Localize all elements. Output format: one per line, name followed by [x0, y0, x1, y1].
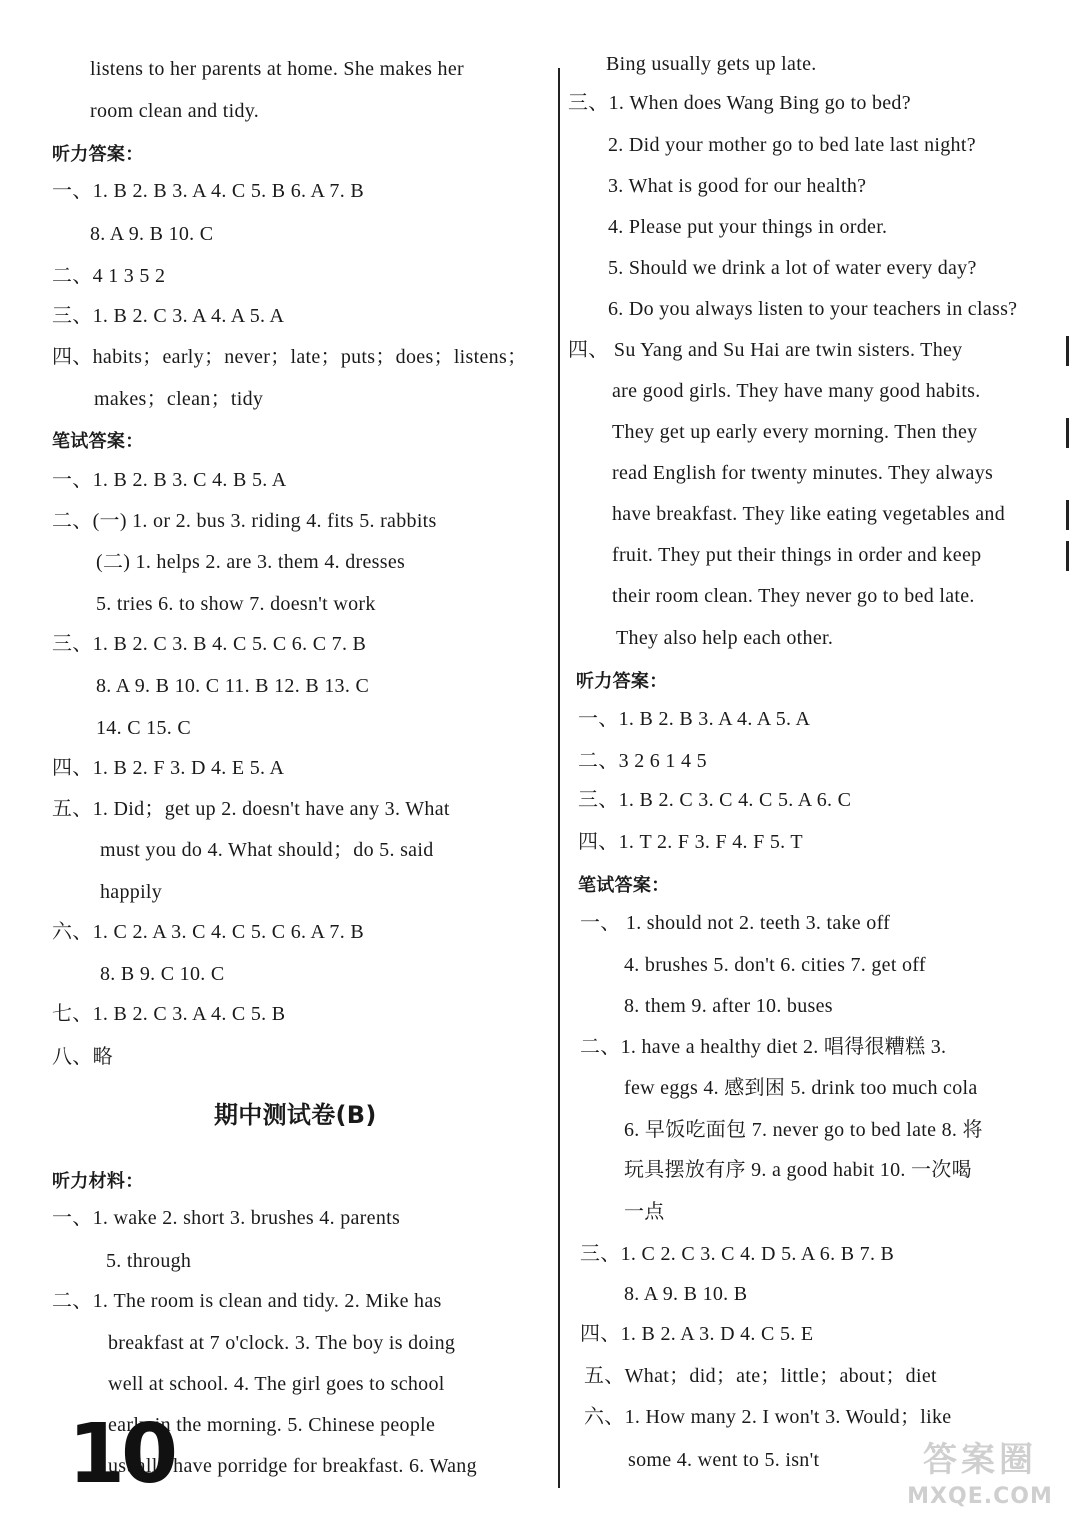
answer-line: usually have porridge for breakfast. 6. Wang	[108, 1455, 477, 1477]
answer-line: 二、1. have a healthy diet 2. 唱得很糟糕 3.	[580, 1036, 947, 1058]
answer-line: 3. What is good for our health?	[608, 175, 867, 197]
answer-line: 三、1. When does Wang Bing go to bed?	[568, 92, 911, 114]
answer-line: 4. Please put your things in order.	[608, 216, 888, 238]
answer-line: 六、1. How many 2. I won't 3. Would；like	[584, 1406, 952, 1428]
text-line: Bing usually gets up late.	[606, 53, 817, 75]
answer-line: 一点	[624, 1201, 665, 1223]
answer-line: 六、1. C 2. A 3. C 4. C 5. C 6. A 7. B	[52, 921, 364, 943]
answer-line: 2. Did your mother go to bed late last night?	[608, 134, 976, 156]
answer-line: 玩具摆放有序 9. a good habit 10. 一次喝	[624, 1159, 972, 1181]
answer-line: 14. C 15. C	[96, 717, 191, 739]
answer-line: 四、1. T 2. F 3. F 4. F 5. T	[578, 831, 803, 853]
passage-line: 四、 Su Yang and Su Hai are twin sisters. They	[568, 339, 963, 361]
exam-title: 期中测试卷(B)	[214, 1101, 377, 1129]
answer-line: early in the morning. 5. Chinese people	[108, 1414, 436, 1436]
answer-line: 6. Do you always listen to your teachers in class?	[608, 298, 1018, 320]
section-heading: 听力材料：	[52, 1171, 144, 1192]
answer-line: must you do 4. What should；do 5. said	[100, 839, 434, 861]
passage-line: fruit. They put their things in order and keep	[612, 544, 982, 566]
page-number: 10	[68, 1407, 175, 1502]
watermark-url: MXQE.COM	[907, 1484, 1053, 1509]
answer-line: 二、3 2 6 1 4 5	[578, 750, 707, 772]
answer-line: 8. A 9. B 10. C	[90, 223, 214, 245]
answer-line: 4. brushes 5. don't 6. cities 7. get off	[624, 954, 926, 976]
answer-line: 七、1. B 2. C 3. A 4. C 5. B	[52, 1003, 286, 1025]
passage-line: have breakfast. They like eating vegetables and	[612, 503, 1006, 525]
right-column	[568, 0, 1069, 1536]
answer-line: 6. 早饭吃面包 7. never go to bed late 8. 将	[624, 1119, 983, 1141]
answer-line: 8. B 9. C 10. C	[100, 963, 225, 985]
answer-line: well at school. 4. The girl goes to school	[108, 1373, 445, 1395]
answer-line: 二、(一) 1. or 2. bus 3. riding 4. fits 5. rabbits	[52, 510, 437, 532]
answer-line: 一、 1. should not 2. teeth 3. take off	[580, 912, 891, 934]
answer-line: 八、略	[52, 1046, 113, 1068]
passage-line: They also help each other.	[616, 627, 834, 649]
answer-line: 三、1. B 2. C 3. B 4. C 5. C 6. C 7. B	[52, 633, 367, 655]
text-line: room clean and tidy.	[90, 100, 260, 122]
answer-line: 五、1. Did；get up 2. doesn't have any 3. What	[52, 798, 450, 820]
answer-line: 三、1. C 2. C 3. C 4. D 5. A 6. B 7. B	[580, 1243, 895, 1265]
section-heading: 笔试答案：	[578, 875, 670, 896]
passage-line: read English for twenty minutes. They always	[612, 462, 994, 484]
answer-line: 5. tries 6. to show 7. doesn't work	[96, 593, 376, 615]
answer-line: 一、1. B 2. B 3. A 4. A 5. A	[578, 708, 811, 730]
text-line: listens to her parents at home. She makes her	[90, 58, 464, 80]
watermark-text: 答案圈	[923, 1440, 1037, 1480]
answer-line: 二、4 1 3 5 2	[52, 265, 166, 287]
answer-line: makes；clean；tidy	[94, 388, 264, 410]
answer-line: 5. through	[106, 1250, 192, 1272]
column-divider	[558, 68, 560, 1488]
answer-line: 三、1. B 2. C 3. A 4. A 5. A	[52, 305, 285, 327]
answer-line: 5. Should we drink a lot of water every day?	[608, 257, 977, 279]
answer-line: 一、1. B 2. B 3. C 4. B 5. A	[52, 469, 287, 491]
answer-line: 8. A 9. B 10. C 11. B 12. B 13. C	[96, 675, 370, 697]
answer-line: 四、1. B 2. F 3. D 4. E 5. A	[52, 757, 285, 779]
answer-line: 四、1. B 2. A 3. D 4. C 5. E	[580, 1323, 814, 1345]
answer-line: some 4. went to 5. isn't	[628, 1449, 820, 1471]
answer-line: 四、habits；early；never；late；puts；does；listens；	[52, 346, 528, 368]
answer-line: 一、1. B 2. B 3. A 4. C 5. B 6. A 7. B	[52, 180, 364, 202]
answer-line: 8. them 9. after 10. buses	[624, 995, 833, 1017]
passage-line: their room clean. They never go to bed late.	[612, 585, 975, 607]
passage-line: are good girls. They have many good habits.	[612, 380, 981, 402]
passage-line: They get up early every morning. Then they	[612, 421, 978, 443]
answer-line: few eggs 4. 感到困 5. drink too much cola	[624, 1077, 978, 1099]
answer-line: happily	[100, 881, 163, 903]
answer-line: (二) 1. helps 2. are 3. them 4. dresses	[96, 551, 406, 573]
watermark-logo	[896, 1438, 1064, 1528]
answer-line: breakfast at 7 o'clock. 3. The boy is doing	[108, 1332, 456, 1354]
answer-line: 五、What；did；ate；little；about；diet	[584, 1365, 937, 1387]
answer-line: 三、1. B 2. C 3. C 4. C 5. A 6. C	[578, 789, 852, 811]
answer-line: 二、1. The room is clean and tidy. 2. Mike has	[52, 1290, 442, 1312]
section-heading: 听力答案：	[52, 144, 144, 165]
answer-line: 8. A 9. B 10. B	[624, 1283, 748, 1305]
section-heading: 笔试答案：	[52, 431, 144, 452]
section-heading: 听力答案：	[576, 671, 668, 692]
answer-line: 一、1. wake 2. short 3. brushes 4. parents	[52, 1207, 401, 1229]
